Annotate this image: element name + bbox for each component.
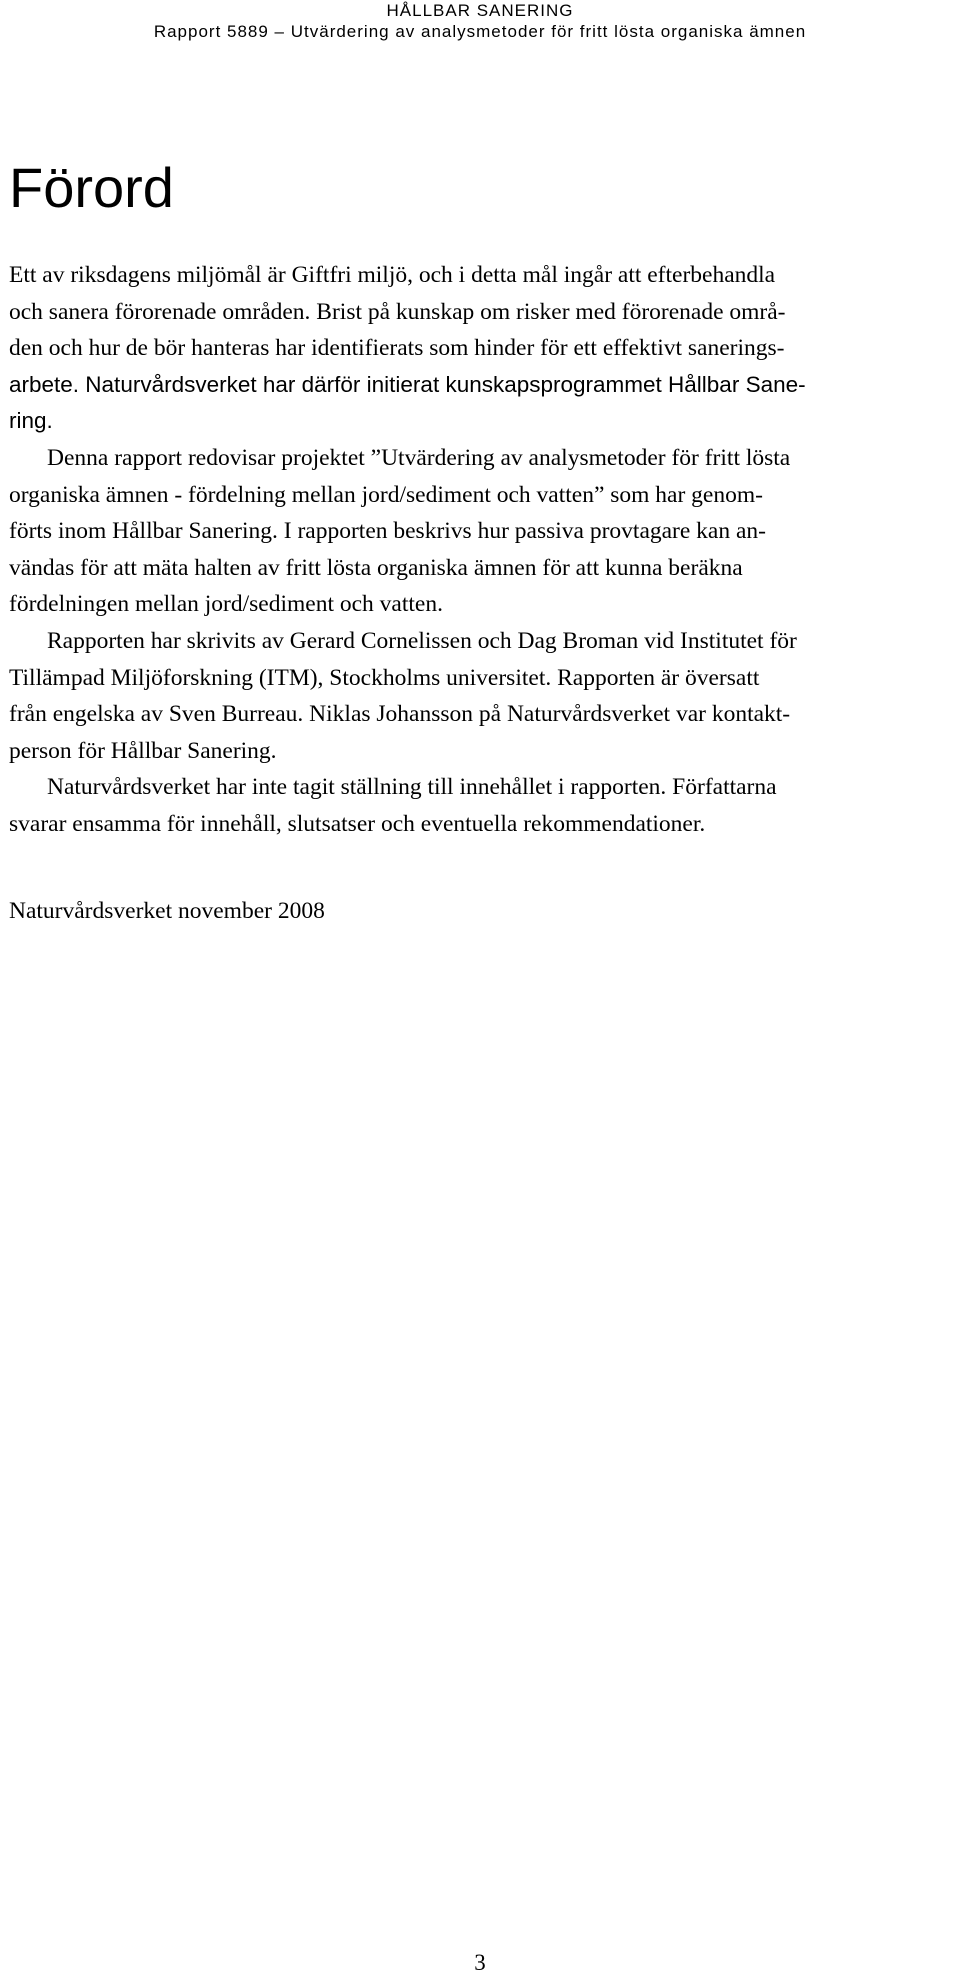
paragraph-line: Tillämpad Miljöforskning (ITM), Stockholms universitet. Rapporten är översatt — [9, 664, 760, 691]
paragraph-line: Ett av riksdagens miljömål är Giftfri miljö, och i detta mål ingår att efterbehandla — [9, 262, 776, 288]
signature-line: Naturvårdsverket november 2008 — [9, 898, 325, 924]
paragraph-line: person för Hållbar Sanering. — [9, 737, 277, 764]
series-title: HÅLLBAR SANERING — [386, 1, 574, 20]
paragraph-3 — [9, 623, 953, 769]
preface-body — [9, 257, 953, 843]
paragraph-1 — [9, 257, 953, 440]
paragraph-line: arbete. Naturvårdsverket har därför initierat kunskapsprogrammet Hållbar Sane- — [9, 371, 806, 397]
page-number: 3 — [474, 1950, 486, 1975]
paragraph-line: från engelska av Sven Burreau. Niklas Johansson på Naturvårdsverket var kontakt- — [9, 701, 791, 728]
paragraph-line: vändas för att mäta halten av fritt lösta organiska ämnen för att kunna beräkna — [9, 554, 743, 581]
paragraph-2 — [9, 440, 953, 623]
paragraph-line: och sanera förorenade områden. Brist på kunskap om risker med förorenade områ- — [9, 298, 786, 325]
paragraph-line: organiska ämnen - fördelning mellan jord/sediment och vatten” som har genom- — [9, 481, 763, 508]
paragraph-line: ring. — [9, 408, 53, 434]
paragraph-line: Denna rapport redovisar projektet ”Utvärdering av analysmetoder för fritt lösta — [47, 444, 791, 471]
running-header — [0, 0, 960, 42]
paragraph-line: svarar ensamma för innehåll, slutsatser och eventuella rekommendationer. — [9, 810, 706, 837]
page-title: Förord — [9, 156, 174, 219]
paragraph-line: förts inom Hållbar Sanering. I rapporten beskrivs hur passiva provtagare kan an- — [9, 518, 766, 545]
paragraph-line: Naturvårdsverket har inte tagit ställning till innehållet i rapporten. Författarna — [47, 774, 777, 801]
report-title: Rapport 5889 – Utvärdering av analysmetoder för fritt lösta organiska ämnen — [153, 22, 807, 41]
paragraph-line: den och hur de bör hanteras har identifierats som hinder för ett effektivt sanerings- — [9, 335, 785, 362]
paragraph-line: Rapporten har skrivits av Gerard Cornelissen och Dag Broman vid Institutet för — [47, 627, 797, 654]
paragraph-line: fördelningen mellan jord/sediment och vatten. — [9, 591, 443, 618]
paragraph-4 — [9, 769, 953, 842]
